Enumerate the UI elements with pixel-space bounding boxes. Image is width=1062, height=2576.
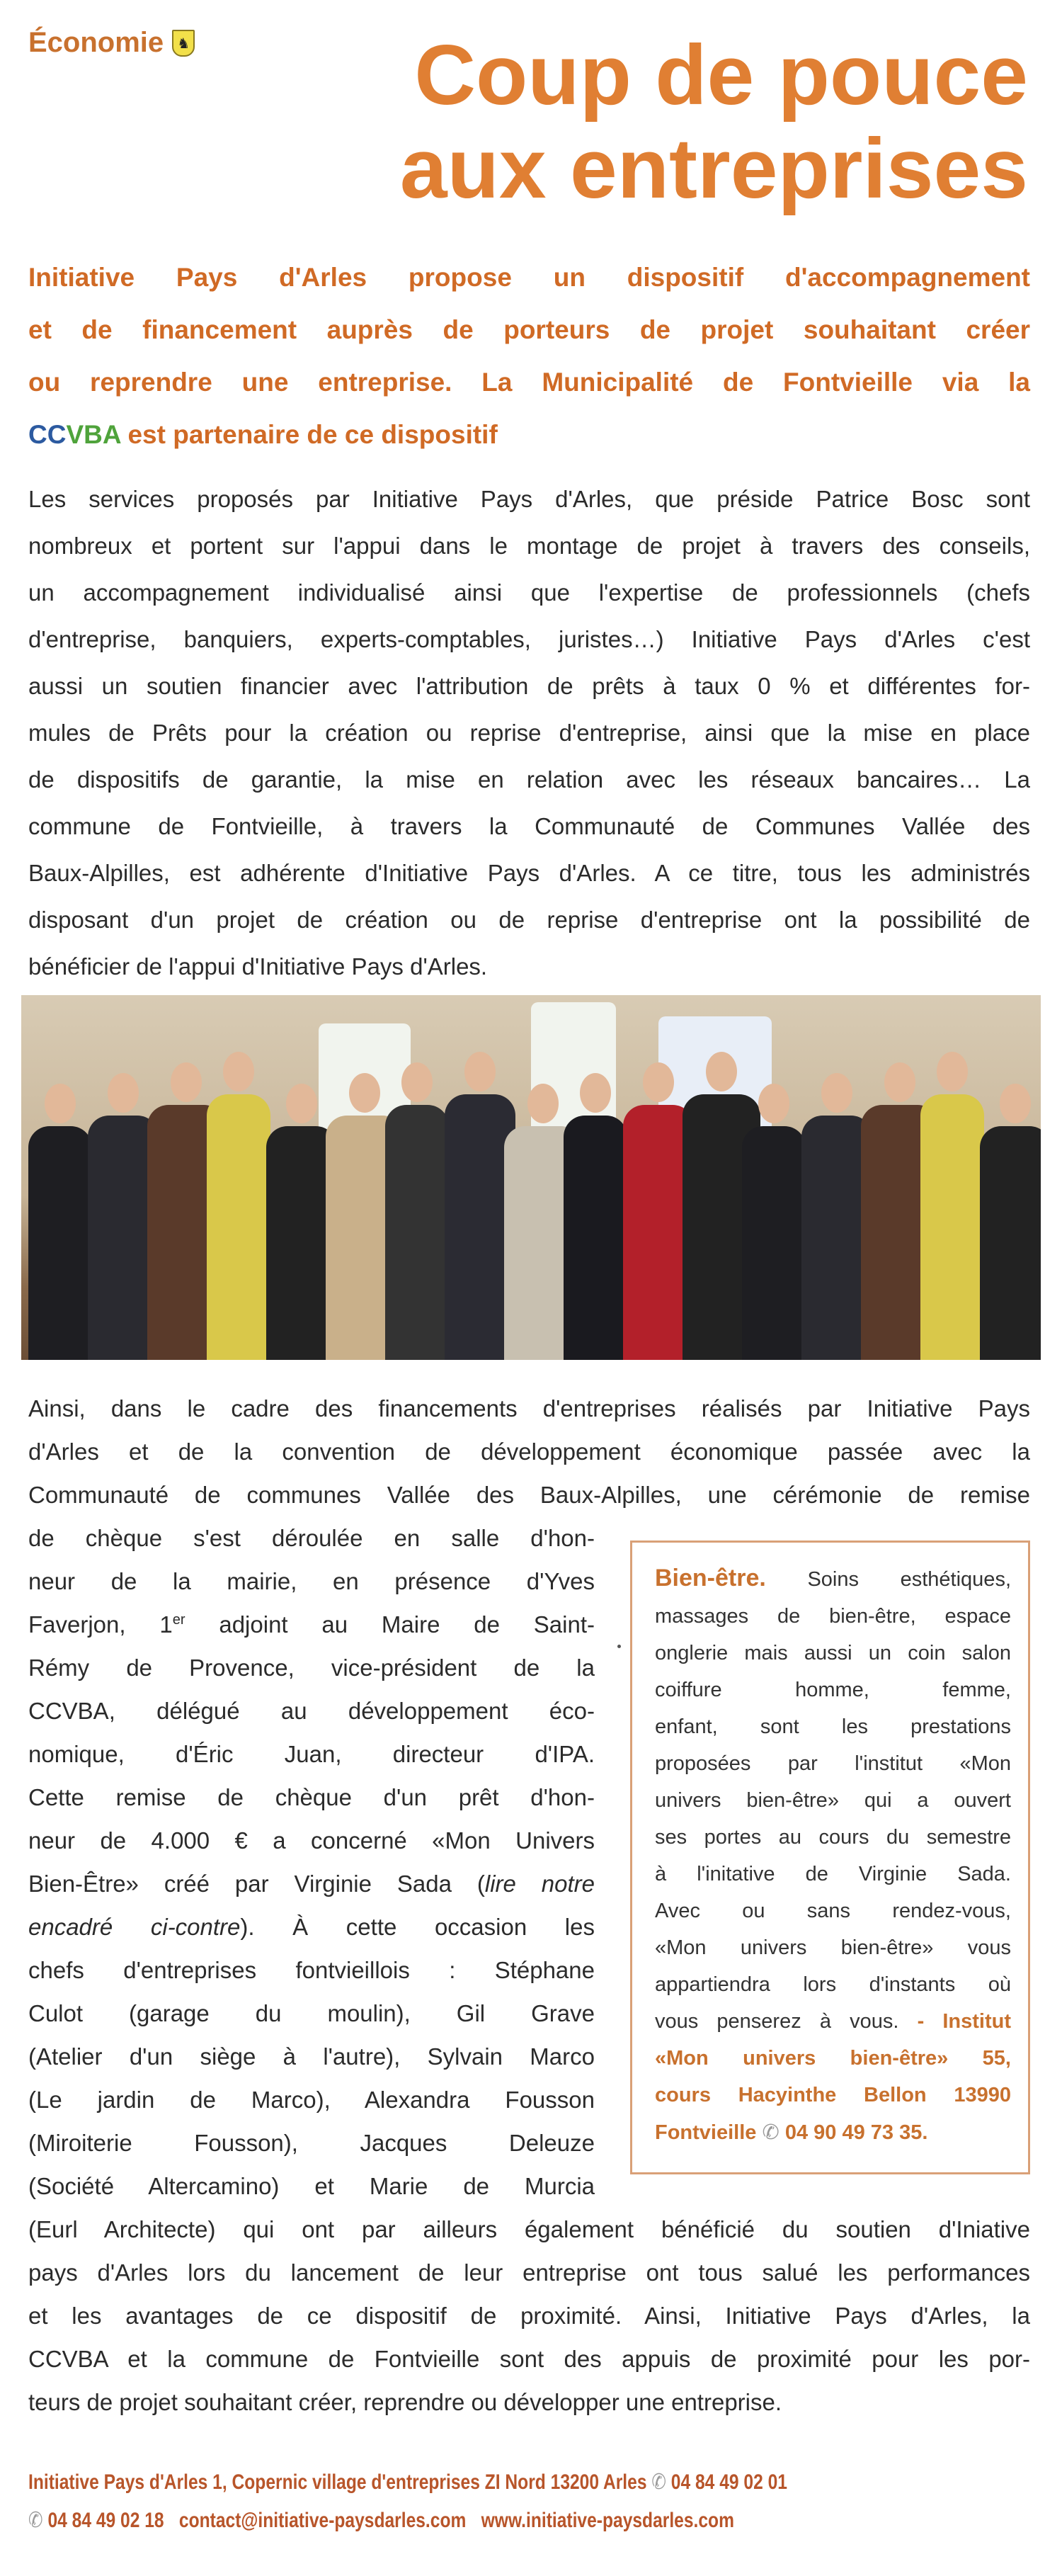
text-line: Cette remise de chèque d'un prêt d'hon- (28, 1784, 595, 1810)
text-line: à l'initative de Virginie Sada. (655, 1863, 1011, 1885)
text-line: Les services proposés par Initiative Pays d'Arles, que préside Patrice Bosc sont (28, 486, 1030, 512)
box-text: Soins esthétiques, (765, 1568, 1011, 1591)
lead-line: Initiative Pays d'Arles propose un dispositif d'accompagnement (28, 263, 1030, 292)
group-photo (21, 995, 1041, 1360)
box-lines (655, 1598, 1011, 2003)
text-line: appartiendra lors d'instants où (655, 1973, 1011, 1996)
footer-phone-2: 04 84 49 02 18 (42, 2509, 164, 2532)
text-line: Culot (garage du moulin), Gil Grave (28, 2000, 595, 2026)
box-phone: 04 90 49 73 35. (779, 2121, 928, 2144)
text-line: disposant d'un projet de création ou de reprise d'entreprise ont la possibilité de (28, 907, 1030, 933)
photo-person (920, 1052, 984, 1360)
box-city: Fontvieille (655, 2121, 763, 2144)
ccvba-vba: VBA (66, 420, 121, 449)
text-line: pays d'Arles lors du lancement de leur entreprise ont tous salué les performances (28, 2259, 1030, 2286)
section-rubric (28, 27, 195, 59)
lead-last-text: est partenaire de ce dispositif (120, 420, 498, 449)
text-line: proposées par l'institut «Mon (655, 1752, 1011, 1775)
text-line: onglerie mais aussi un coin salon (655, 1642, 1011, 1664)
text-segment: lire notre (484, 1871, 595, 1897)
text-line: Avec ou sans rendez-vous, (655, 1900, 1011, 1922)
box-contact-label: - Institut (917, 2010, 1012, 2033)
text-line: d'entreprise, banquiers, experts-comptables, juristes…) Initiative Pays d'Arles c'est (28, 626, 1030, 652)
text-segment: ). À cette occasion les (240, 1914, 595, 1940)
photo-person (385, 1062, 449, 1360)
rubric-label: Économie (28, 27, 164, 58)
text-line: (Eurl Architecte) qui ont par ailleurs également bénéficié du soutien d'Iniative (28, 2216, 1030, 2242)
text-line: d'Arles et de la convention de développement économique passée avec la (28, 1439, 1030, 1465)
lead-line: et de financement auprès de porteurs de projet souhaitant créer (28, 315, 1030, 344)
text-line: neur de 4.000 € a concerné «Mon Univers (28, 1827, 595, 1854)
sidebar-box-bien-etre (630, 1541, 1030, 2174)
footer-address: Initiative Pays d'Arles 1, Copernic village d'entreprises ZI Nord 13200 Arles (28, 2470, 647, 2494)
text-line (28, 1603, 595, 1646)
text-line: et les avantages de ce dispositif de proximité. Ainsi, Initiative Pays d'Arles, la (28, 2303, 1030, 2329)
text-segment: adjoint au Maire de Saint- (185, 1611, 595, 1638)
photo-person (742, 1084, 806, 1360)
body-paragraph-2-narrow (28, 1516, 595, 2208)
box-line: «Mon univers bien-être» 55, (655, 2047, 1011, 2070)
text-segment: encadré ci-contre (28, 1914, 241, 1940)
body-paragraph-1 (28, 476, 1030, 990)
text-segment: er (172, 1612, 185, 1628)
text-line: «Mon univers bien-être» vous (655, 1936, 1011, 1959)
coat-of-arms-icon: ♞ (172, 30, 195, 57)
text-line: univers bien-être» qui a ouvert (655, 1789, 1011, 1812)
footer-contact (28, 2463, 787, 2540)
box-line: cours Hacyinthe Bellon 13990 (655, 2084, 1011, 2106)
footer-website-link[interactable]: www.initiative-paysdarles.com (481, 2509, 734, 2532)
photo-person (980, 1084, 1041, 1360)
text-line: ses portes au cours du semestre (655, 1826, 1011, 1849)
text-line: nomique, d'Éric Juan, directeur d'IPA. (28, 1741, 595, 1767)
lead-paragraph (28, 251, 1030, 461)
phone-icon: ✆ (651, 2470, 666, 2495)
box-line (655, 2003, 1011, 2040)
text-line: Baux-Alpilles, est adhérente d'Initiative Pays d'Arles. A ce titre, tous les administrés (28, 860, 1030, 886)
box-line (655, 2113, 1011, 2151)
text-line: Communauté de communes Vallée des Baux-Alpilles, une cérémonie de remise (28, 1482, 1030, 1508)
body-paragraph-2-top (28, 1387, 1030, 1516)
title-line-2: aux entreprises (399, 121, 1028, 216)
photo-person (28, 1084, 92, 1360)
text-segment: Faverjon, 1 (28, 1611, 173, 1638)
text-line: (Atelier d'un siège à l'autre), Sylvain Marco (28, 2043, 595, 2070)
footer-phone-1: 04 84 49 02 01 (666, 2470, 787, 2494)
text-line: neur de la mairie, en présence d'Yves (28, 1568, 595, 1594)
body-paragraph-2-bottom (28, 2208, 1030, 2424)
lead-line: ou reprendre une entreprise. La Municipalité de Fontvieille via la (28, 368, 1030, 397)
text-line: CCVBA, délégué au développement éco- (28, 1698, 595, 1724)
text-line: nombreux et portent sur l'appui dans le montage de projet à travers des conseils, (28, 533, 1030, 559)
text-line: teurs de projet souhaitant créer, reprendre ou développer une entreprise. (28, 2389, 782, 2415)
footer-line-2 (28, 2502, 787, 2540)
photo-person (564, 1073, 627, 1360)
box-text: vous penserez à vous. (655, 2010, 918, 2033)
text-line: Rémy de Provence, vice-président de la (28, 1655, 595, 1681)
text-line (28, 1862, 595, 1905)
text-line: mules de Prêts pour la création ou reprise d'entreprise, ainsi que la mise en place (28, 720, 1030, 746)
lead-line (28, 409, 1030, 461)
text-line (28, 1905, 595, 1948)
text-segment: Bien-Être» créé par Virginie Sada ( (28, 1871, 485, 1897)
text-line: coiffure homme, femme, (655, 1679, 1011, 1701)
text-line: Ainsi, dans le cadre des financements d'entreprises réalisés par Initiative Pays (28, 1395, 1030, 1422)
text-line: bénéficier de l'appui d'Initiative Pays d'Arles. (28, 953, 488, 980)
box-line (655, 1560, 1011, 1598)
text-line: un accompagnement individualisé ainsi que l'expertise de professionnels (chefs (28, 579, 1030, 606)
text-line: enfant, sont les prestations (655, 1715, 1011, 1738)
footer-line-1 (28, 2463, 787, 2502)
stray-dot (617, 1645, 621, 1648)
box-heading: Bien-être. (655, 1565, 766, 1591)
text-line: de chèque s'est déroulée en salle d'hon- (28, 1525, 595, 1551)
text-line: CCVBA et la commune de Fontvieille sont des appuis de proximité pour les por- (28, 2346, 1030, 2372)
title-line-1: Coup de pouce (414, 28, 1028, 123)
phone-icon: ✆ (28, 2508, 43, 2533)
footer-email-link[interactable]: contact@initiative-paysdarles.com (178, 2509, 467, 2532)
text-line: massages de bien-être, espace (655, 1605, 1011, 1628)
article-title (400, 28, 1028, 215)
text-line: (Miroiterie Fousson), Jacques Deleuze (28, 2130, 595, 2156)
text-line: commune de Fontvieille, à travers la Communauté de Communes Vallée des (28, 813, 1030, 839)
phone-icon: ✆ (762, 2120, 780, 2144)
text-line: (Le jardin de Marco), Alexandra Fousson (28, 2087, 595, 2113)
text-line: aussi un soutien financier avec l'attribution de prêts à taux 0 % et différentes for- (28, 673, 1030, 699)
ccvba-cc: CC (28, 420, 67, 449)
text-line: de dispositifs de garantie, la mise en relation avec les réseaux bancaires… La (28, 766, 1030, 793)
text-line: chefs d'entreprises fontvieillois : Stéphane (28, 1957, 595, 1983)
photo-person (207, 1052, 270, 1360)
text-line: (Société Altercamino) et Marie de Murcia (28, 2173, 595, 2199)
